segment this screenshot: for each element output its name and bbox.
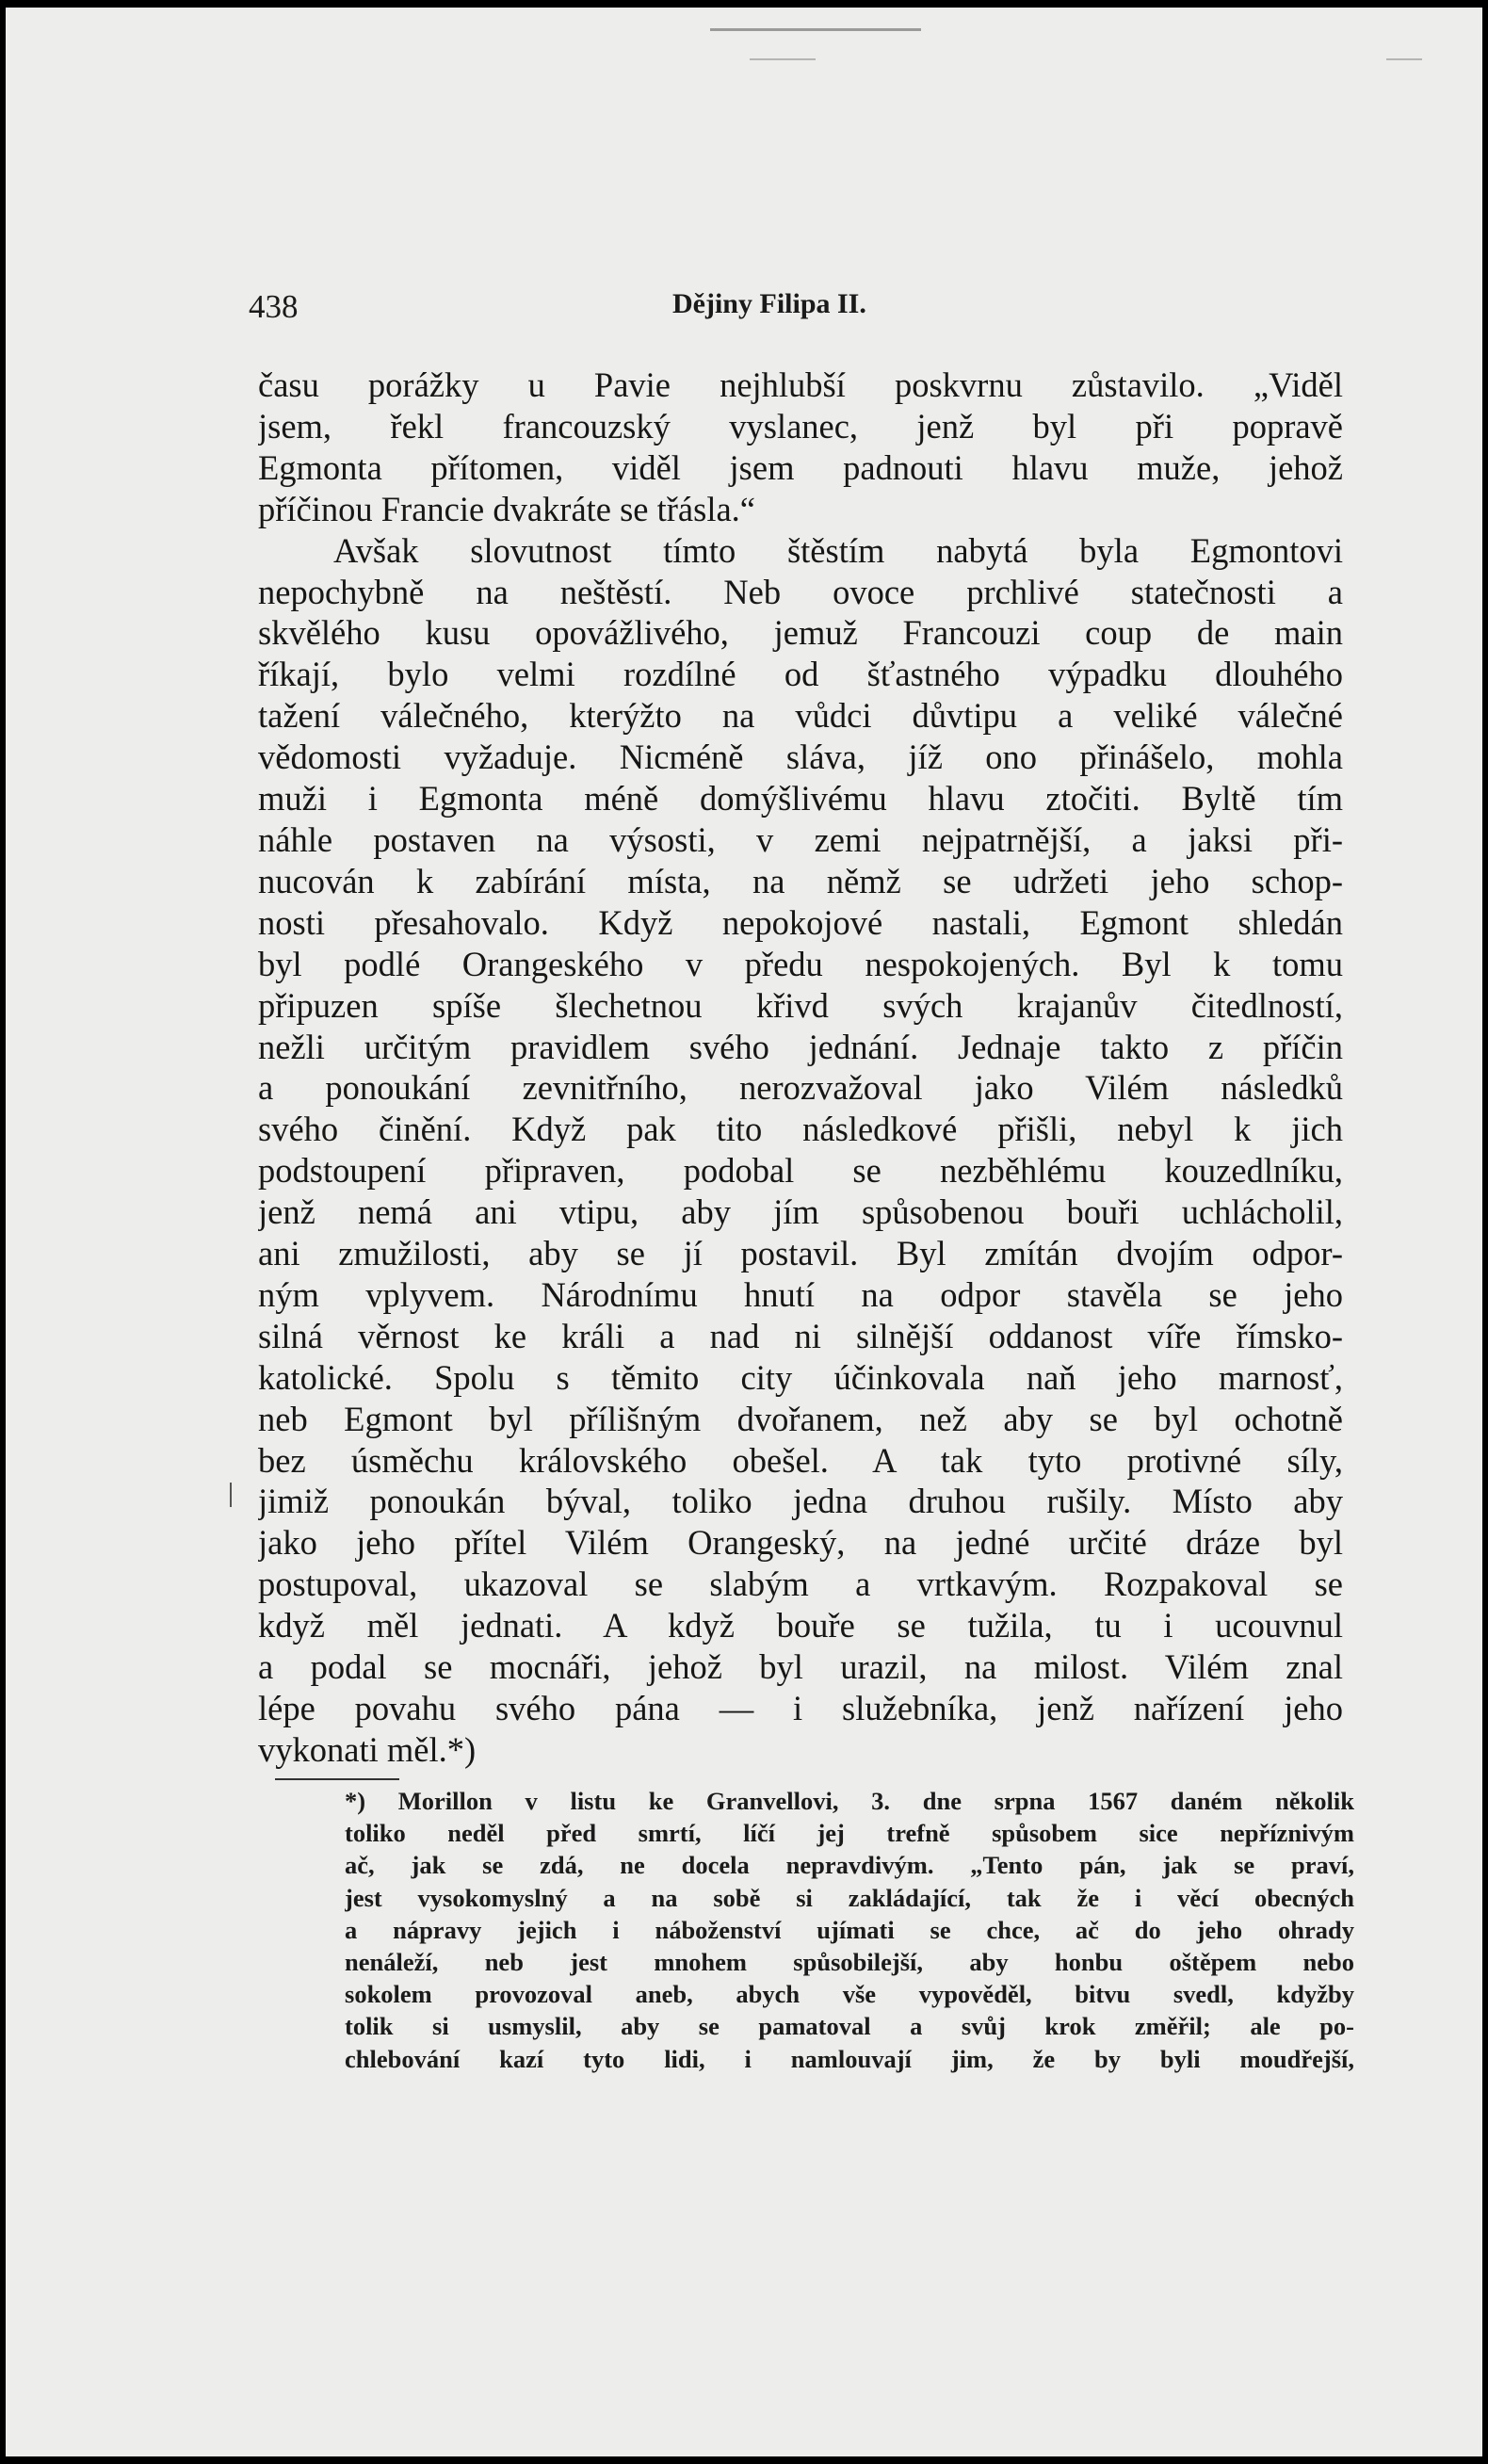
text-line: silná věrnost ke králi a nad ni silnější oddanost víře římsko-	[258, 1316, 1343, 1355]
footnote-line: jest vysokomyslný a na sobě si zakládající, tak že i věcí obecných	[345, 1883, 1354, 1912]
footnote-line: nenáleží, neb jest mnohem spůsobilejší, aby honbu oštěpem nebo	[345, 1948, 1354, 1977]
footnote-line: tolik si usmyslil, aby se pamatoval a svůj krok změřil; ale po-	[345, 2012, 1354, 2041]
text-line: postupoval, ukazoval se slabým a vrtkavým. Rozpakoval se	[258, 1564, 1343, 1604]
text-line: náhle postaven na výsosti, v zemi nejpatrnější, a jaksi při-	[258, 819, 1343, 859]
footnote-divider	[275, 1778, 399, 1780]
text-line: nežli určitým pravidlem svého jednání. Jednaje takto z příčin	[258, 1027, 1343, 1066]
footnote-line: chlebování kazí tyto lidi, i namlouvají jim, že by byli moudřejší,	[345, 2044, 1354, 2073]
margin-mark	[230, 1483, 232, 1507]
text-line: Avšak slovutnost tímto štěstím nabytá byla Egmontovi	[333, 530, 1343, 570]
page-edge-mark	[710, 28, 921, 31]
text-line: neb Egmont byl přílišným dvořanem, než aby se byl ochotně	[258, 1399, 1343, 1438]
text-line: skvělého kusu opovážlivého, jemuž Francouzi coup de main	[258, 613, 1343, 653]
running-title: Dějiny Filipa II.	[672, 288, 866, 319]
text-line: nosti přesahovalo. Když nepokojové nastali, Egmont shledán	[258, 902, 1343, 942]
text-line: muži i Egmonta méně domýšlivému hlavu ztočiti. Byltě tím	[258, 779, 1343, 819]
text-line: Egmonta přítomen, viděl jsem padnouti hlavu muže, jehož	[258, 447, 1343, 487]
page-edge-mark	[750, 58, 816, 60]
footnote-line: toliko neděl před smrtí, líčí jej trefně spůsobem sice nepříznivým	[345, 1819, 1354, 1848]
text-line: nepochybně na neštěstí. Neb ovoce prchlivé statečnosti a	[258, 572, 1343, 611]
page-number: 438	[249, 288, 299, 325]
text-line: říkají, bylo velmi rozdílné od šťastného výpadku dlouhého	[258, 655, 1343, 694]
text-line: když měl jednati. A když bouře se tužila, tu i ucouvnul	[258, 1606, 1343, 1645]
text-line: byl podlé Orangeského v předu nespokojených. Byl k tomu	[258, 944, 1343, 983]
text-line: katolické. Spolu s těmito city účinkovala naň jeho marnosť,	[258, 1357, 1343, 1397]
footnote-line: *) Morillon v listu ke Granvellovi, 3. dne srpna 1567 daném několik	[345, 1787, 1354, 1815]
footnote-line: a nápravy jejich i náboženství ujímati se chce, ač do jeho ohrady	[345, 1915, 1354, 1944]
page-edge-mark	[1386, 58, 1422, 60]
text-line: a podal se mocnáři, jehož byl urazil, na milost. Vilém znal	[258, 1647, 1343, 1687]
text-line: jsem, řekl francouzský vyslanec, jenž byl při popravě	[258, 406, 1343, 446]
text-line: nucován k zabírání místa, na němž se udržeti jeho schop-	[258, 861, 1343, 900]
footnote-line: ač, jak se zdá, ne docela nepravdivým. „Tento pán, jak se praví,	[345, 1851, 1354, 1880]
text-line: podstoupení připraven, podobal se nezběhlému kouzedlníku,	[258, 1151, 1343, 1191]
text-line: tažení válečného, kterýžto na vůdci důvtipu a veliké válečné	[258, 696, 1343, 736]
footnote-line: sokolem provozoval aneb, abych vše vypověděl, bitvu svedl, kdyžby	[345, 1980, 1354, 2009]
text-line: ným vplyvem. Národnímu hnutí na odpor stavěla se jeho	[258, 1274, 1343, 1314]
book-page	[6, 8, 1482, 2456]
text-line: příčinou Francie dvakráte se třásla.“	[258, 489, 756, 528]
text-line: vědomosti vyžaduje. Nicméně sláva, jíž ono přinášelo, mohla	[258, 738, 1343, 777]
footnote	[345, 1785, 1354, 2075]
text-line: jimiž ponoukán býval, toliko jedna druhou rušily. Místo aby	[258, 1482, 1343, 1521]
text-line: jako jeho přítel Vilém Orangeský, na jedné určité dráze byl	[258, 1523, 1343, 1563]
text-line: ani zmužilosti, aby se jí postavil. Byl zmítán dvojím odpor-	[258, 1234, 1343, 1273]
text-line: času porážky u Pavie nejhlubší poskvrnu zůstavilo. „Viděl	[258, 365, 1343, 404]
text-line: a ponoukání zevnitřního, nerozvažoval jako Vilém následků	[258, 1068, 1343, 1108]
main-text	[258, 365, 1343, 1771]
text-line: jenž nemá ani vtipu, aby jím spůsobenou bouři uchlácholil,	[258, 1192, 1343, 1232]
text-line: lépe povahu svého pána — i služebníka, jenž nařízení jeho	[258, 1689, 1343, 1727]
text-line: bez úsměchu královského obešel. A tak tyto protivné síly,	[258, 1440, 1343, 1480]
text-line: připuzen spíše šlechetnou křivd svých krajanův čitedlností,	[258, 985, 1343, 1025]
text-line: svého činění. Když pak tito následkové přišli, nebyl k jich	[258, 1110, 1343, 1149]
page-header	[249, 288, 1360, 330]
text-line: vykonati měl.*)	[258, 1729, 477, 1769]
